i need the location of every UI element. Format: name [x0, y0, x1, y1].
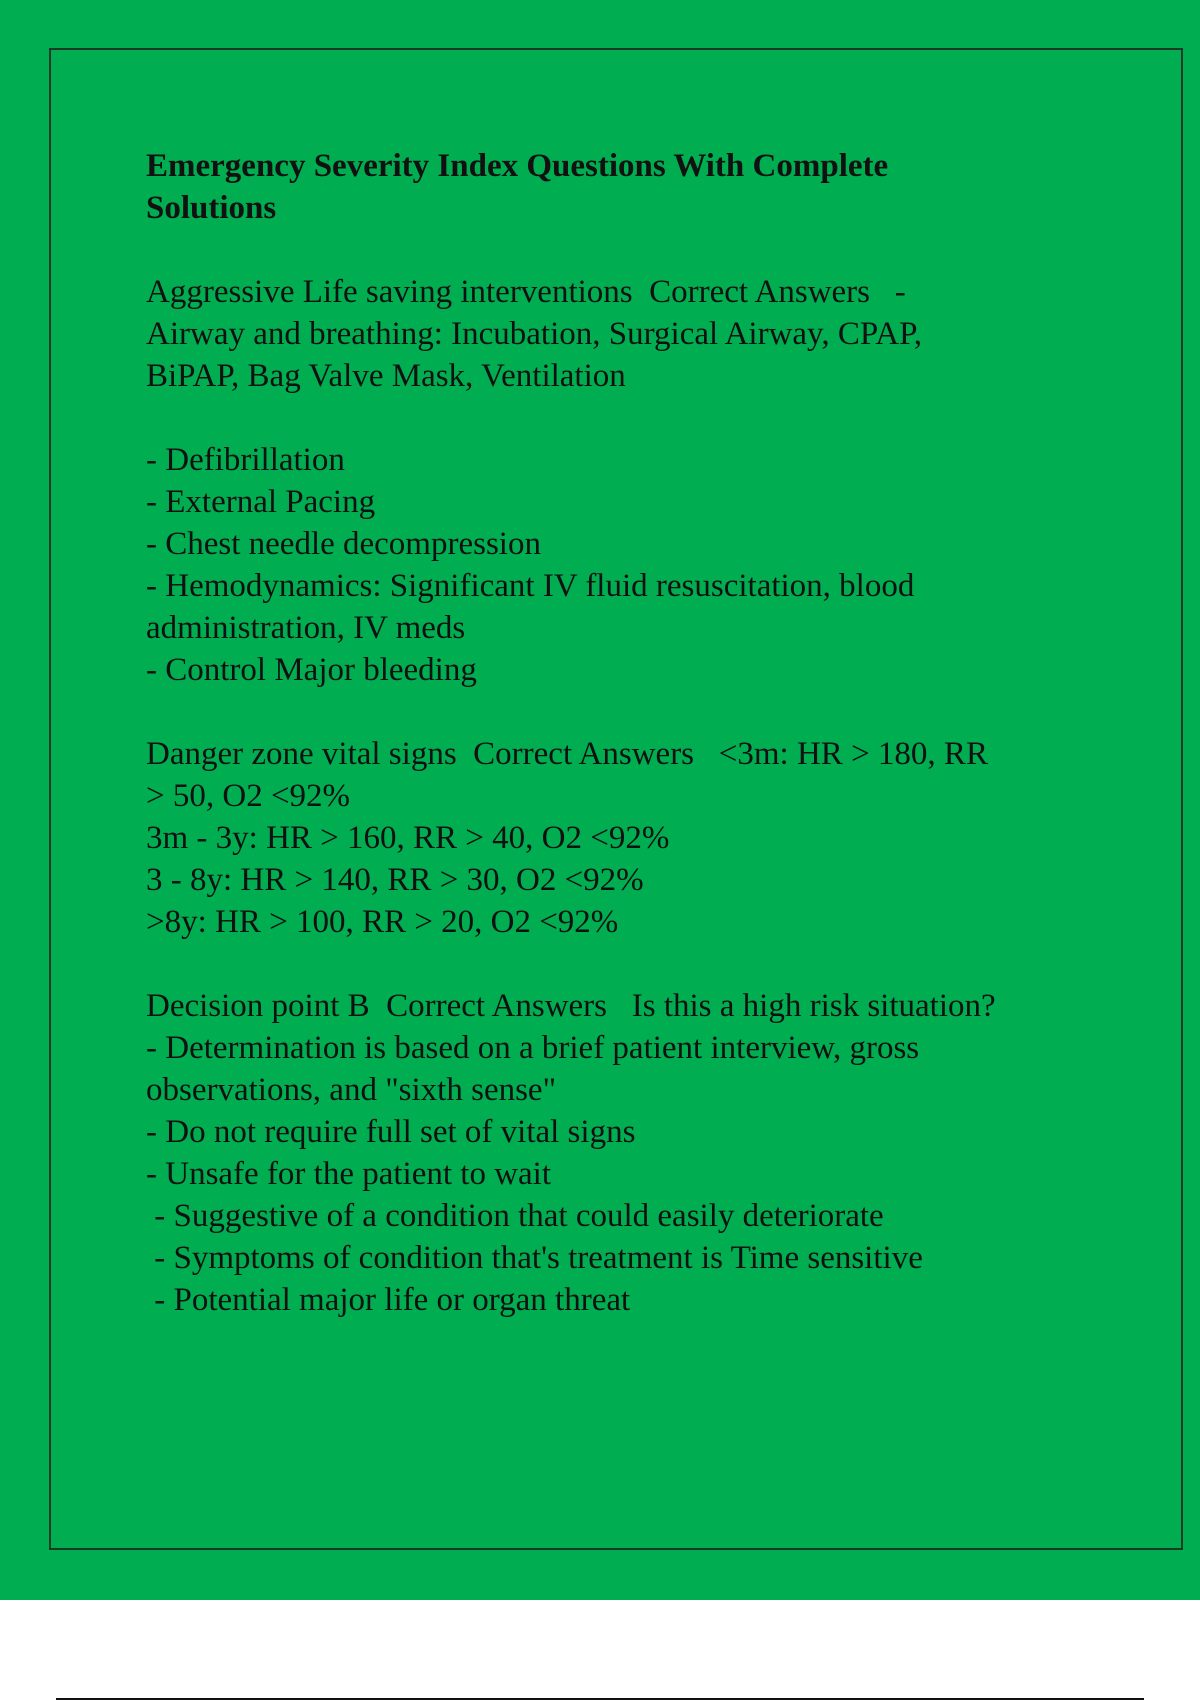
text-line: Danger zone vital signs Correct Answers <3m: HR > 180, RR	[146, 736, 988, 772]
text-line: - Determination is based on a brief patient interview, gross	[146, 1030, 920, 1066]
text-line: - Suggestive of a condition that could easily deteriorate	[146, 1198, 884, 1234]
document-body	[146, 145, 1106, 1363]
text-line: - Defibrillation	[146, 442, 345, 478]
section-decision-point-b	[146, 985, 1106, 1321]
text-line: - External Pacing	[146, 484, 376, 520]
section-aggressive-interventions	[146, 271, 1106, 397]
text-line: - Hemodynamics: Significant IV fluid resuscitation, blood	[146, 568, 915, 604]
section-danger-zone-vitals	[146, 733, 1106, 943]
text-line: 3 - 8y: HR > 140, RR > 30, O2 <92%	[146, 862, 644, 898]
text-line: administration, IV meds	[146, 610, 466, 646]
text-line: observations, and "sixth sense"	[146, 1072, 557, 1108]
document-title	[146, 145, 1106, 229]
text-line: >8y: HR > 100, RR > 20, O2 <92%	[146, 904, 619, 940]
text-line: 3m - 3y: HR > 160, RR > 40, O2 <92%	[146, 820, 670, 856]
text-line: Aggressive Life saving interventions Correct Answers -	[146, 274, 906, 310]
text-line: - Chest needle decompression	[146, 526, 541, 562]
text-line: Decision point B Correct Answers Is this a high risk situation?	[146, 988, 996, 1024]
title-line: Solutions	[146, 190, 277, 226]
text-line: - Potential major life or organ threat	[146, 1282, 631, 1318]
text-line: - Symptoms of condition that's treatment is Time sensitive	[146, 1240, 923, 1276]
text-line: Airway and breathing: Incubation, Surgical Airway, CPAP,	[146, 316, 923, 352]
section-intervention-list	[146, 439, 1106, 691]
text-line: > 50, O2 <92%	[146, 778, 351, 814]
text-line: BiPAP, Bag Valve Mask, Ventilation	[146, 358, 626, 394]
text-line: - Control Major bleeding	[146, 652, 477, 688]
title-line: Emergency Severity Index Questions With Complete	[146, 148, 889, 184]
text-line: - Unsafe for the patient to wait	[146, 1156, 552, 1192]
text-line: - Do not require full set of vital signs	[146, 1114, 636, 1150]
